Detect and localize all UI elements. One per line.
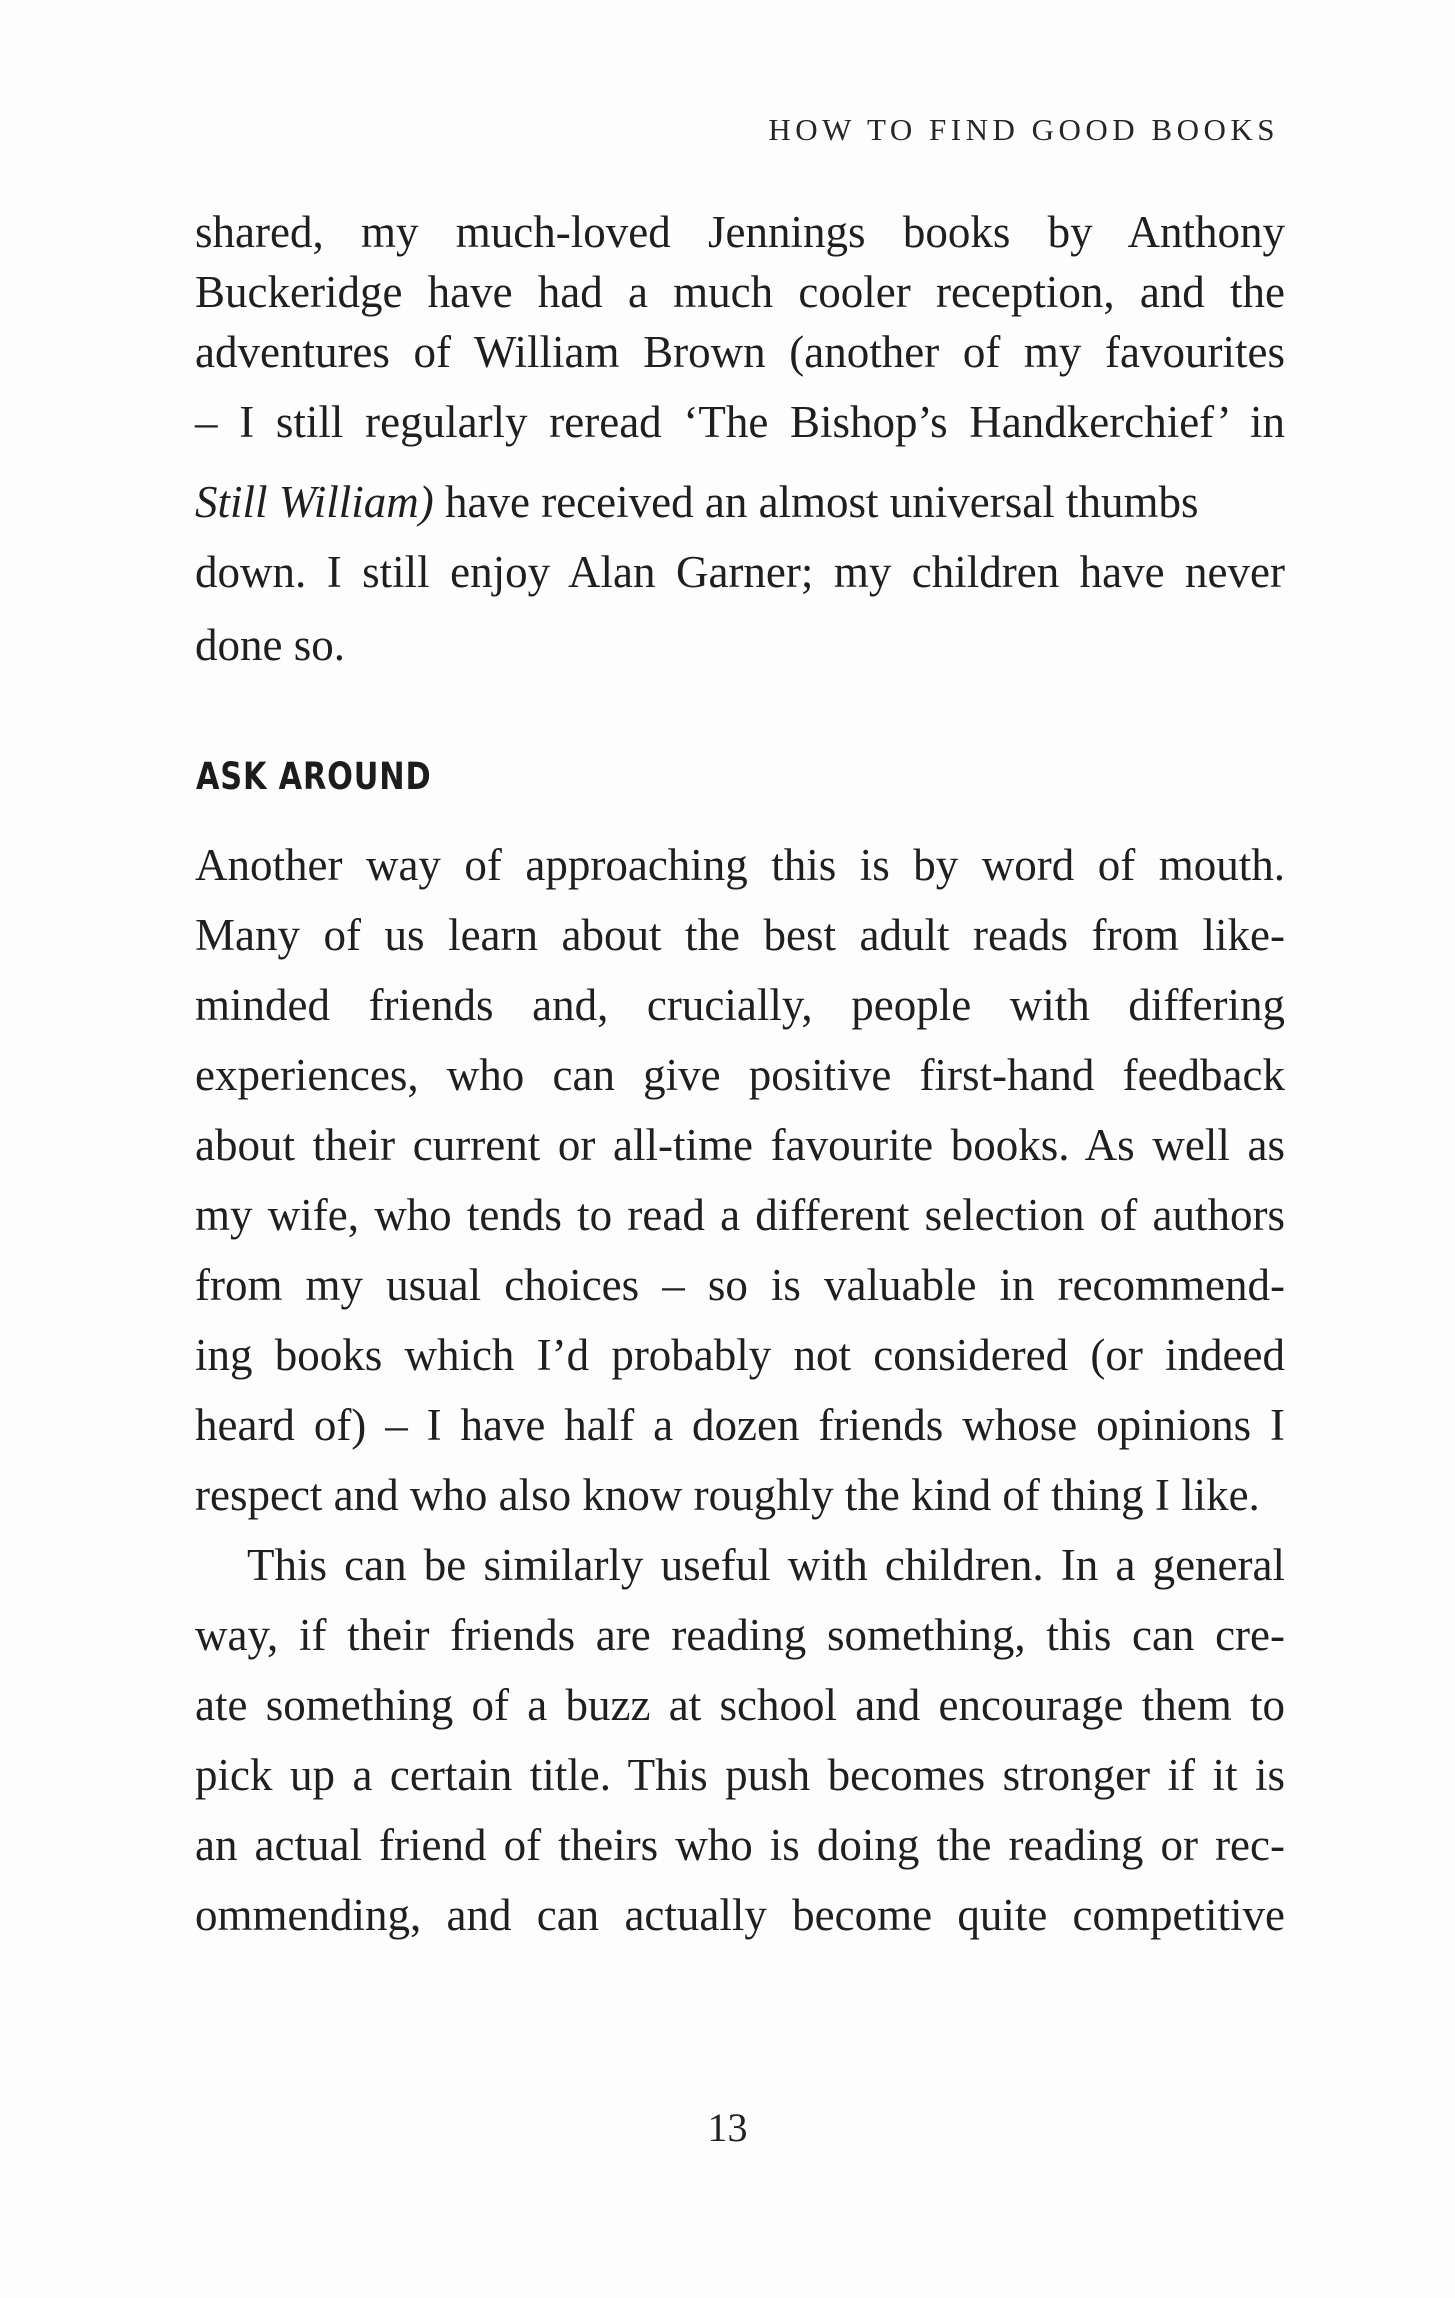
page-number: 13 [707, 2105, 748, 2150]
running-head: HOW TO FIND GOOD BOOKS [768, 112, 1279, 147]
text-line: down. I still enjoy Alan Garner; my children have never [195, 547, 1285, 597]
text-line: ommending, and can actually become quite competitive [195, 1890, 1285, 1940]
text-line: pick up a certain title. This push becomes stronger if it is [195, 1750, 1285, 1800]
text-line: minded friends and, crucially, people with differing [195, 980, 1285, 1030]
text-line: adventures of William Brown (another of my favourites [195, 327, 1285, 377]
text-line: ing books which I’d probably not considered (or indeed [195, 1330, 1285, 1380]
text-line: This can be similarly useful with children. In a general [247, 1540, 1285, 1590]
section-heading: ASK AROUND [196, 755, 432, 798]
text-line: about their current or all-time favourite books. As well as [195, 1120, 1285, 1170]
text-line: Buckeridge have had a much cooler reception, and the [195, 267, 1285, 317]
book-title-italic: Still William) [195, 477, 434, 527]
text-line [195, 472, 1285, 532]
text-line: respect and who also know roughly the kind of thing I like. [195, 1470, 1260, 1520]
text-line: experiences, who can give positive first-hand feedback [195, 1050, 1285, 1100]
text-line: Another way of approaching this is by word of mouth. [195, 840, 1285, 890]
text-line: my wife, who tends to read a different selection of authors [195, 1190, 1285, 1240]
text-line: from my usual choices – so is valuable in recommend- [195, 1260, 1285, 1310]
text-line: Many of us learn about the best adult reads from like- [195, 910, 1285, 960]
text-line: ate something of a buzz at school and encourage them to [195, 1680, 1285, 1730]
text-line-rest: have received an almost universal thumbs [433, 477, 1199, 527]
text-line: shared, my much-loved Jennings books by Anthony [195, 207, 1285, 257]
text-line: an actual friend of theirs who is doing the reading or rec- [195, 1820, 1285, 1870]
text-line: way, if their friends are reading something, this can cre- [195, 1610, 1285, 1660]
text-line: heard of) – I have half a dozen friends whose opinions I [195, 1400, 1285, 1450]
text-line: – I still regularly reread ‘The Bishop’s Handkerchief’ in [195, 397, 1285, 447]
text-line: done so. [195, 620, 345, 670]
